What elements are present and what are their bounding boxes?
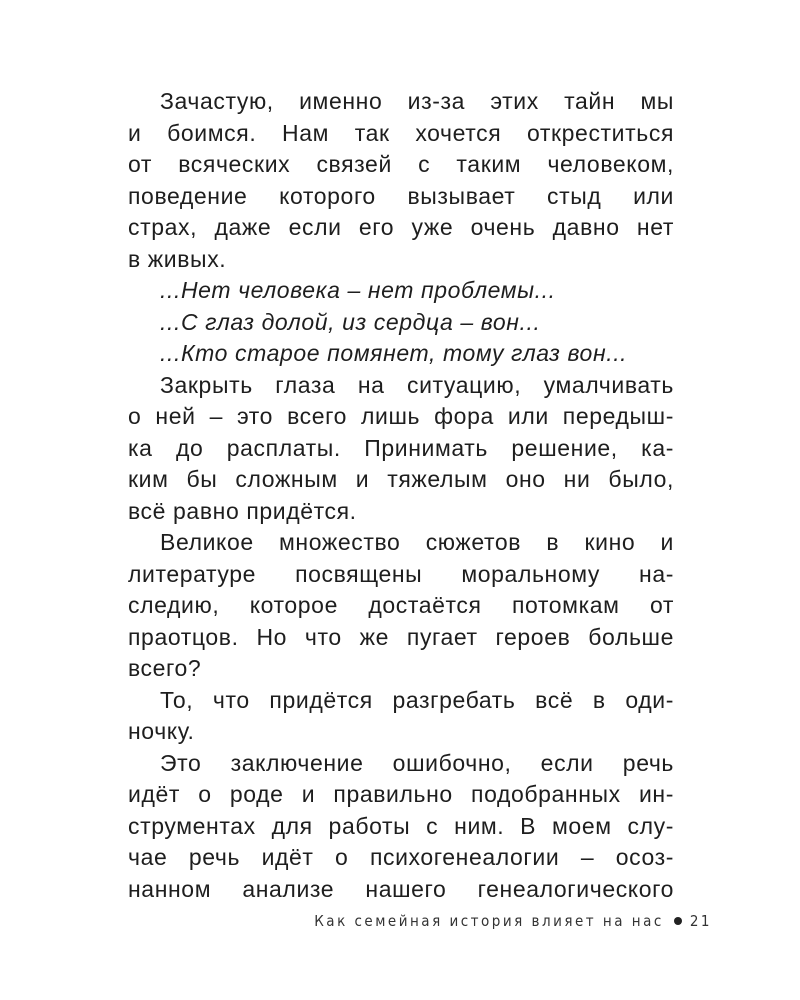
text-line: Великое множество сюжетов в кино и	[160, 529, 674, 555]
text-line-italic: ...Кто старое помянет, тому глаз вон...	[160, 340, 628, 366]
page-footer	[314, 912, 712, 930]
text-line: всего?	[128, 655, 202, 681]
text-line: следию, которое достаётся потомкам от	[128, 592, 674, 618]
text-line: о ней – это всего лишь фора или передыш-	[128, 403, 674, 429]
text-line-italic: ...Нет человека – нет проблемы...	[160, 277, 556, 303]
text-line: поведение которого вызывает стыд или	[128, 183, 674, 209]
text-line: ким бы сложным и тяжелым оно ни было,	[128, 466, 674, 492]
page-number: 21	[689, 912, 712, 930]
text-line: от всяческих связей с таким человеком,	[128, 151, 674, 177]
text-line: Зачастую, именно из-за этих тайн мы	[160, 88, 674, 114]
bullet-icon	[674, 917, 682, 925]
text-line: и боимся. Нам так хочется откреститься	[128, 120, 674, 146]
text-line: всё равно придётся.	[128, 498, 357, 524]
text-line: ка до расплаты. Принимать решение, ка-	[128, 435, 674, 461]
text-line: литературе посвящены моральному на-	[128, 561, 674, 587]
running-title: Как семейная история влияет на нас	[314, 912, 664, 930]
text-line: ночку.	[128, 718, 195, 744]
text-line: Закрыть глаза на ситуацию, умалчивать	[160, 372, 674, 398]
text-line-italic: ...С глаз долой, из сердца – вон...	[160, 309, 541, 335]
text-line: нанном анализе нашего генеалогического	[128, 876, 674, 902]
text-line: чае речь идёт о психогенеалогии – осоз-	[128, 844, 674, 870]
text-line: Это заключение ошибочно, если речь	[160, 750, 674, 776]
text-line: идёт о роде и правильно подобранных ин-	[128, 781, 674, 807]
text-line: праотцов. Но что же пугает героев больше	[128, 624, 674, 650]
text-line: То, что придётся разгребать всё в оди-	[160, 687, 674, 713]
text-line: в живых.	[128, 246, 227, 272]
text-line: струментах для работы с ним. В моем слу-	[128, 813, 674, 839]
text-line: страх, даже если его уже очень давно нет	[128, 214, 674, 240]
